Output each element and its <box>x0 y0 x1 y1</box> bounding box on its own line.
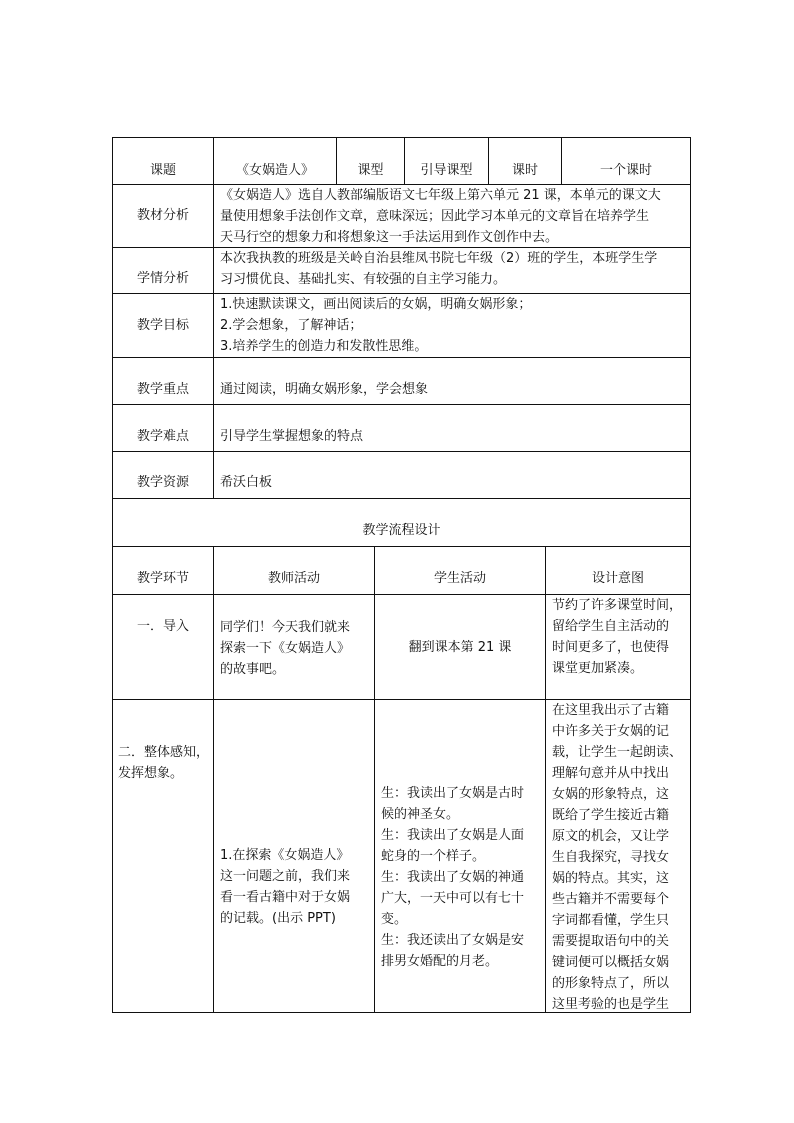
text-line: 既给了学生接近古籍 <box>552 808 670 823</box>
info-label-resources: 教学资源 <box>136 475 189 490</box>
text-line: 的记载。(出示 PPT) <box>220 911 336 926</box>
text-line: 本次我执教的班级是关岭自治县维凤书院七年级（2）班的学生，本班学生学 <box>220 251 658 266</box>
column-header-teacher: 教师活动 <box>267 571 320 586</box>
text-line: 生：我还读出了女娲是安 <box>381 933 525 948</box>
keti-label: 课题 <box>149 163 176 178</box>
row-divider <box>112 357 691 358</box>
text-line: 中许多关于女娲的记 <box>552 724 670 739</box>
info-content-teaching-goals <box>220 294 690 357</box>
info-content-textbook-analysis <box>220 185 690 248</box>
info-label-student-analysis: 学情分析 <box>136 271 189 286</box>
text-line: 理解句意并从中找出 <box>552 766 670 781</box>
text-line: 排男女婚配的月老。 <box>381 954 499 969</box>
text-line: 天马行空的想象力和将想象这一手法运用到作文创作中去。 <box>220 230 559 245</box>
row-divider <box>112 546 691 547</box>
kexing-label: 课型 <box>357 163 384 178</box>
text-line: 键词便可以概括女娲 <box>552 955 670 970</box>
intent-cell <box>552 700 690 1015</box>
text-line: 3.培养学生的创造力和发散性思维。 <box>220 339 428 354</box>
keshi-label: 课时 <box>511 163 538 178</box>
row-divider <box>112 404 691 405</box>
text-line: 生：我读出了女娲是古时 <box>381 786 525 801</box>
info-content-difficulties <box>220 426 690 447</box>
text-line: 希沃白板 <box>220 475 273 490</box>
text-line: 同学们！今天我们就来 <box>220 620 351 635</box>
stage-cell <box>118 742 213 784</box>
text-line: 一．导入 <box>136 619 189 634</box>
text-line: 些古籍并不需要每个 <box>552 892 670 907</box>
text-line: 候的神圣女。 <box>381 807 460 822</box>
teacher-cell <box>220 845 372 929</box>
student-cell <box>381 783 545 972</box>
text-line: 二．整体感知， <box>118 745 210 760</box>
text-line: 的形象特点了，所以 <box>552 976 670 991</box>
row-divider <box>112 451 691 452</box>
info-content-student-analysis <box>220 248 690 290</box>
text-line: 字词都看懂，学生只 <box>552 913 670 928</box>
keti-value: 《女娲造人》 <box>235 163 314 178</box>
text-line: 原文的机会，又让学 <box>552 829 670 844</box>
text-line: 这里考验的也是学生 <box>552 997 670 1012</box>
text-line: 量使用想象手法创作文章，意味深远；因此学习本单元的文章旨在培养学生 <box>220 209 650 224</box>
info-label-key-points: 教学重点 <box>136 382 189 397</box>
col-divider <box>545 546 546 1013</box>
keshi-value: 一个课时 <box>599 163 652 178</box>
column-header-intent: 设计意图 <box>591 571 644 586</box>
text-line: 节约了许多课堂时间， <box>552 598 683 613</box>
kexing-value: 引导课型 <box>420 163 473 178</box>
text-line: 变。 <box>381 912 408 927</box>
text-line: 需要提取语句中的关 <box>552 934 670 949</box>
text-line: 1.在探索《女娲造人》 <box>220 848 350 863</box>
text-line: 载，让学生一起朗读、 <box>552 745 683 760</box>
info-content-key-points <box>220 379 690 400</box>
info-label-textbook-analysis: 教材分析 <box>136 208 189 223</box>
column-header-student: 学生活动 <box>433 571 486 586</box>
col-divider <box>213 546 214 1013</box>
text-line: 生自我探究，寻找女 <box>552 850 670 865</box>
text-line: 蛇身的一个样子。 <box>381 849 486 864</box>
teacher-cell <box>220 617 372 680</box>
text-line: 在这里我出示了古籍 <box>552 703 670 718</box>
flow-title: 教学流程设计 <box>362 523 441 538</box>
text-line: 留给学生自主活动的 <box>552 619 670 634</box>
column-header-stage: 教学环节 <box>136 571 189 586</box>
info-label-teaching-goals: 教学目标 <box>136 318 189 333</box>
info-content-resources <box>220 472 690 493</box>
text-line: 生：我读出了女娲的神通 <box>381 870 525 885</box>
text-line: 习习惯优良、基础扎实、有较强的自主学习能力。 <box>220 272 507 287</box>
student-cell <box>375 637 545 658</box>
text-line: 《女娲造人》选自人教部编版语文七年级上第六单元 21 课，本单元的课文大 <box>220 188 661 203</box>
text-line: 课堂更加紧凑。 <box>552 661 644 676</box>
text-line: 发挥想象。 <box>118 766 184 781</box>
table-border-top <box>112 137 691 138</box>
text-line: 的故事吧。 <box>220 662 286 677</box>
intent-cell <box>552 595 690 679</box>
text-line: 这一问题之前，我们来 <box>220 869 351 884</box>
col-divider <box>374 546 375 1013</box>
info-label-difficulties: 教学难点 <box>136 429 189 444</box>
text-line: 看一看古籍中对于女娲 <box>220 890 351 905</box>
text-line: 翻到课本第 21 课 <box>408 640 512 655</box>
text-line: 引导学生掌握想象的特点 <box>220 429 364 444</box>
text-line: 生：我读出了女娲是人面 <box>381 828 525 843</box>
text-line: 2.学会想象，了解神话； <box>220 318 363 333</box>
text-line: 娲的特点。其实，这 <box>552 871 670 886</box>
text-line: 探索一下《女娲造人》 <box>220 641 351 656</box>
text-line: 广大，一天中可以有七十 <box>381 891 525 906</box>
text-line: 时间更多了，也使得 <box>552 640 670 655</box>
col-divider <box>213 137 214 498</box>
text-line: 1.快速默读课文，画出阅读后的女娲，明确女娲形象； <box>220 297 532 312</box>
stage-cell <box>113 616 213 637</box>
table-border-right <box>690 137 691 1013</box>
row-divider <box>112 498 691 499</box>
text-line: 通过阅读，明确女娲形象，学会想象 <box>220 382 429 397</box>
text-line: 女娲的形象特点，这 <box>552 787 670 802</box>
